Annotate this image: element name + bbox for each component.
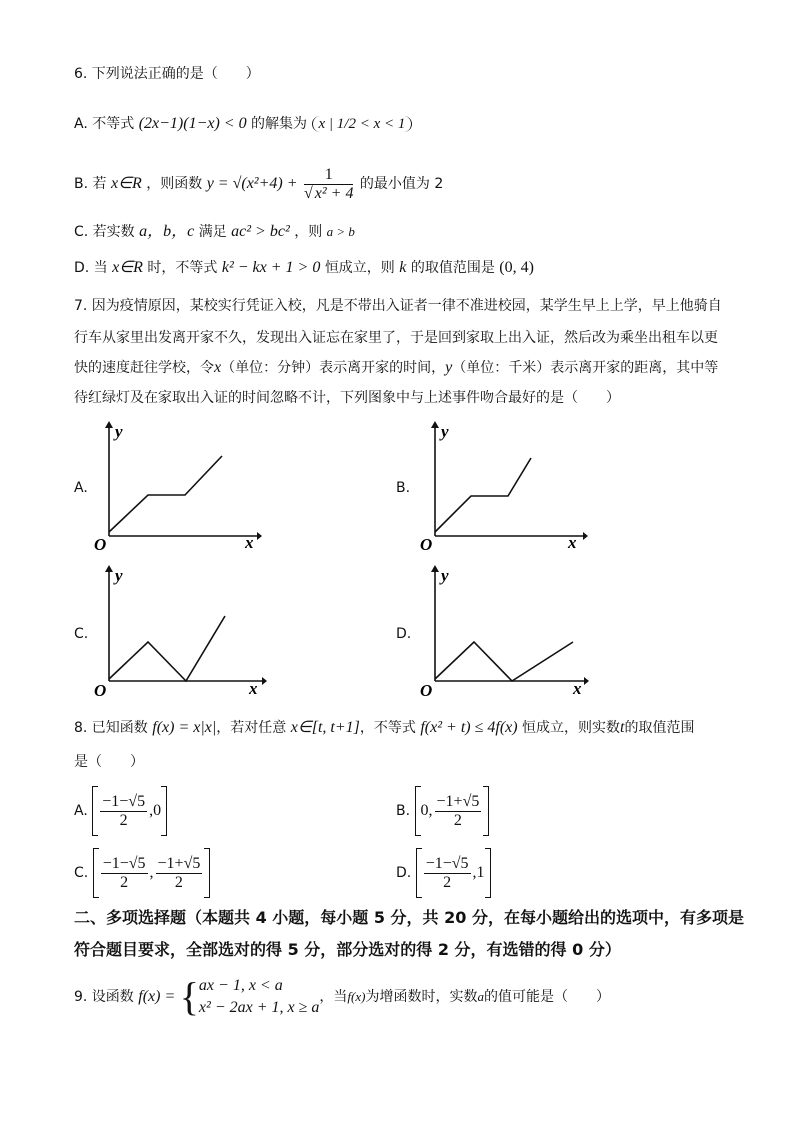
q8-b-zero: 0 xyxy=(420,802,429,819)
q6-d-k: k xyxy=(399,259,407,276)
q8-a-left-bracket xyxy=(92,786,98,836)
q8-c-den2: 2 xyxy=(174,873,183,891)
q7-line3-b: （单位：分钟）表示离开家的时间， xyxy=(221,360,446,376)
q7-option-a-label: A. xyxy=(74,480,88,496)
q9-cases xyxy=(199,975,319,1019)
q8-a-den: 2 xyxy=(119,811,128,829)
q8-stem-d: 恒成立，则实数 xyxy=(522,720,621,736)
q8-d-left-bracket xyxy=(416,848,422,898)
q6-d-tail: 的取值范围是 xyxy=(410,260,495,276)
q8-option-d: D. $\frac{-1-√5}{2}$ ,1 xyxy=(396,848,491,898)
q6-c-ineq: ac² > bc² xyxy=(231,223,290,240)
q6-d-range: (0, 4) xyxy=(499,259,534,276)
q6-a-set: x | 1/2 < x < 1 xyxy=(312,116,413,132)
q7-graph-c xyxy=(92,562,268,702)
q7-b-x-label: x xyxy=(568,533,577,552)
q6-c-then: ，则 xyxy=(294,224,323,240)
q7-d-y-label: y xyxy=(441,566,449,585)
q7-graph-b xyxy=(418,418,588,558)
q8-option-b: B. 0, $\frac{-1+√5}{2}$ xyxy=(396,786,489,836)
q7-c-origin: O xyxy=(94,681,107,700)
q9-case2: x² − 2ax + 1, x ≥ a xyxy=(198,999,320,1016)
q6-b-fraction xyxy=(304,166,353,203)
q7-a-y-label: y xyxy=(115,422,123,441)
q8-d-right-bracket xyxy=(485,848,491,898)
q6-c-result: a > b xyxy=(326,224,355,239)
q6-option-c xyxy=(74,222,355,242)
q6-d-ineq: k² − kx + 1 > 0 xyxy=(221,259,321,276)
q9-stem-a: 9. 设函数 xyxy=(74,989,134,1005)
q8-a-label: A. xyxy=(74,803,88,819)
q7-b-y-label: y xyxy=(441,422,449,441)
q7-d-x-label: x xyxy=(573,679,582,698)
q9-stem-d: 的值可能是（ ） xyxy=(483,989,610,1005)
q7-graph-d xyxy=(418,562,594,702)
q6-d-label: D. 当 xyxy=(74,260,108,276)
q8-c-fraction-1 xyxy=(101,855,148,892)
q6-option-b xyxy=(74,162,443,206)
q6-b-cond: x∈R xyxy=(110,175,142,192)
q8-c-fraction-2 xyxy=(156,855,203,892)
q7-a-origin: O xyxy=(94,535,107,554)
q7-a-x-label: x xyxy=(245,533,254,552)
q6-c-vars: a，b，c xyxy=(139,223,195,240)
q8-b-label: B. xyxy=(396,803,411,819)
q9-stem-b: ，当 xyxy=(319,989,348,1005)
q8-d-num: −1−√5 xyxy=(425,854,469,872)
q6-d-mid: 时，不等式 xyxy=(147,260,218,276)
q6-option-d xyxy=(74,258,534,278)
q8-stem-b: ，若对任意 xyxy=(216,720,287,736)
section2-heading-line1: 二、多项选择题（本题共 4 小题，每小题 5 分，共 20 分，在每小题给出的选项中，有多项是 xyxy=(74,908,744,927)
q6-b-func: y = √(x²+4) + xyxy=(206,175,298,192)
q7-d-origin: O xyxy=(420,681,433,700)
q9-func-left: f(x) = xyxy=(138,988,176,1005)
q7-line1: 7. 因为疫情原因，某校实行凭证入校，凡是不带出入证者一律不准进校园，某学生早上上学，早上他骑自 xyxy=(74,298,722,314)
q8-d-one: 1 xyxy=(476,864,485,881)
q6-b-frac-num: 1 xyxy=(304,166,353,185)
q8-a-zero: 0 xyxy=(153,802,162,819)
q8-d-fraction xyxy=(424,855,471,892)
q8-stem xyxy=(74,716,695,740)
q6-c-mid: 满足 xyxy=(198,224,227,240)
q6-b-frac-den: √ x² + 4 xyxy=(303,184,354,202)
q7-c-x-label: x xyxy=(249,679,258,698)
q8-a-right-bracket xyxy=(161,786,167,836)
q8-c-num2: −1+√5 xyxy=(157,854,201,872)
q8-a-num: −1−√5 xyxy=(102,792,146,810)
q6-c-label: C. 若实数 xyxy=(74,224,135,240)
q7-line2: 行车从家里出发离开家不久，发现出入证忘在家里了，于是回到家取上出入证，然后改为乘坐出租车以更 xyxy=(74,330,718,346)
q7-graph-a xyxy=(92,418,262,558)
q9-a: a xyxy=(477,989,484,1004)
q6-stem: 6. 下列说法正确的是（ ） xyxy=(74,66,260,82)
q8-b-den: 2 xyxy=(453,811,462,829)
q6-option-a xyxy=(74,112,412,136)
q8-c-right-bracket xyxy=(204,848,210,898)
q6-a-label: A. 不等式 xyxy=(74,116,135,132)
q8-t: t xyxy=(620,719,625,736)
q8-b-fraction xyxy=(435,793,482,830)
q7-line3-c: （单位：千米）表示离开家的距离，其中等 xyxy=(452,360,719,376)
q8-d-den: 2 xyxy=(443,873,452,891)
q8-b-right-bracket xyxy=(483,786,489,836)
q8-stem-e: 的取值范围 xyxy=(624,720,695,736)
q6-d-cond: x∈R xyxy=(112,259,143,276)
q7-line3-x: x xyxy=(214,359,222,376)
q6-b-tail: 的最小值为 2 xyxy=(359,176,444,192)
q9-stem xyxy=(74,972,610,1022)
q7-line3 xyxy=(74,358,718,378)
q8-func: f(x) = x|x| xyxy=(152,719,217,736)
q8-option-a: A. $\frac{-1-√5}{2}$ ,0 xyxy=(74,786,167,836)
q9-fx: f(x) xyxy=(347,989,366,1004)
q6-b-label: B. 若 xyxy=(74,176,107,192)
q8-a-fraction xyxy=(100,793,147,830)
q6-b-mid: ，则函数 xyxy=(146,176,203,192)
q9-case1: ax − 1, x < a xyxy=(198,977,283,994)
q7-c-y-label: y xyxy=(115,566,123,585)
q8-b-num: −1+√5 xyxy=(436,792,480,810)
q8-c-den1: 2 xyxy=(120,873,129,891)
q8-stem-a: 8. 已知函数 xyxy=(74,720,148,736)
q6-a-expr: (2x−1)(1−x) < 0 xyxy=(138,115,247,132)
q8-c-num1: −1−√5 xyxy=(102,854,146,872)
q7-option-d-label: D. xyxy=(396,626,412,642)
q8-c-left-bracket xyxy=(93,848,99,898)
q8-domain: x∈[t, t+1] xyxy=(290,719,360,736)
section2-heading-line2: 符合题目要求，全部选对的得 5 分，部分选对的得 2 分，有选错的得 0 分） xyxy=(74,940,621,959)
q7-line4: 待红绿灯及在家取出入证的时间忽略不计，下列图象中与上述事件吻合最好的是（ ） xyxy=(74,390,620,406)
q7-option-c-label: C. xyxy=(74,626,89,642)
q8-d-label: D. xyxy=(396,865,412,881)
q7-option-b-label: B. xyxy=(396,480,411,496)
q8-c-label: C. xyxy=(74,865,89,881)
q7-line3-y: y xyxy=(445,359,453,376)
q9-stem-c: 为增函数时，实数 xyxy=(365,989,478,1005)
q6-d-mid2: 恒成立，则 xyxy=(324,260,395,276)
q7-b-origin: O xyxy=(420,535,433,554)
q8-inequality: f(x² + t) ≤ 4f(x) xyxy=(420,719,518,736)
q8-option-c: C. $\frac{-1-√5}{2}$ , $\frac{-1+√5}{2}$ xyxy=(74,848,210,898)
q8-stem-line2: 是（ ） xyxy=(74,754,144,770)
q8-stem-c: ，不等式 xyxy=(359,720,416,736)
q7-line3-a: 快的速度赶往学校，令 xyxy=(74,360,214,376)
q6-b-frac-den-text: x² + 4 xyxy=(314,184,354,202)
q9-brace: { xyxy=(179,974,199,1019)
q6-a-mid: 的解集为 xyxy=(251,116,308,132)
